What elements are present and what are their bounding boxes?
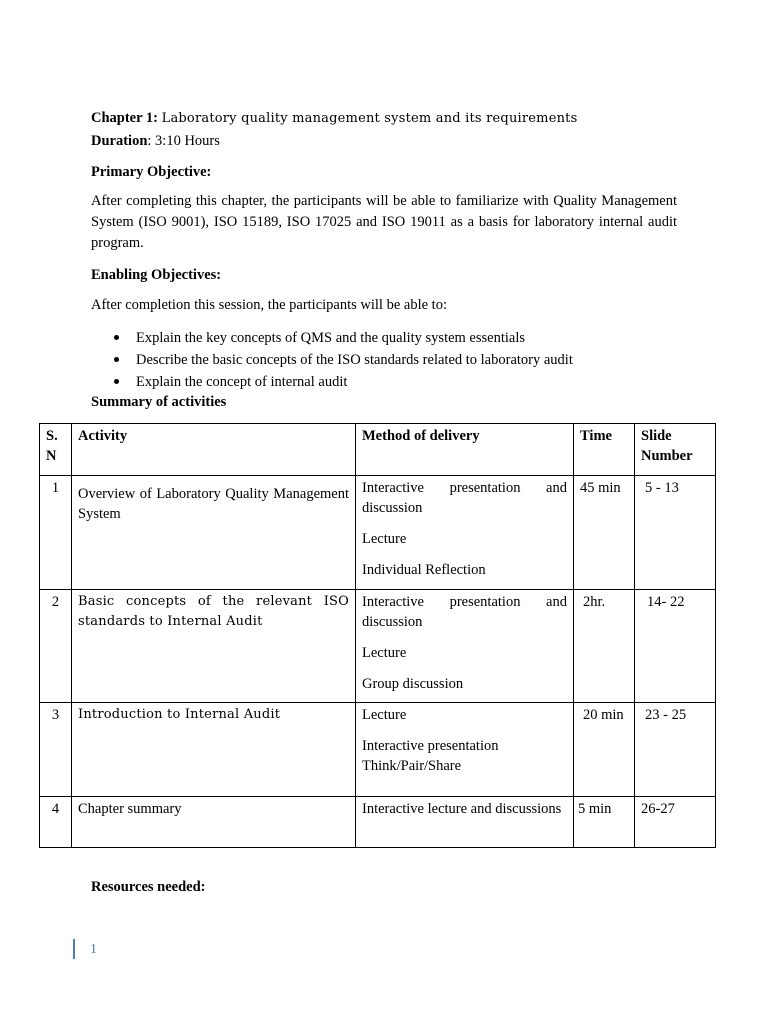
method-item: Lecture [362, 531, 407, 547]
enabling-objectives-heading: Enabling Objectives: [91, 267, 222, 283]
list-item: Explain the concept of internal audit [91, 371, 573, 393]
row-activity: Basic concepts of the relevant ISO standards to Internal Audit [72, 590, 356, 703]
row-slide: 23 - 25 [635, 703, 716, 797]
row-slide: 5 - 13 [635, 476, 716, 590]
page-number: 1 [90, 942, 97, 957]
enabling-objectives-intro: After completion this session, the participants will be able to: [91, 297, 447, 313]
list-item: Explain the key concepts of QMS and the quality system essentials [91, 327, 573, 349]
method-item: Interactive presentation and discussion [362, 480, 567, 516]
activities-table [39, 423, 716, 848]
primary-objective-heading: Primary Objective: [91, 164, 212, 180]
page-number-bar [73, 939, 75, 959]
row-methods [356, 797, 574, 848]
table-row [40, 797, 716, 848]
list-item: Describe the basic concepts of the ISO standards related to laboratory audit [91, 349, 573, 371]
row-methods [356, 703, 574, 797]
row-time: 20 min [574, 703, 635, 797]
row-activity: Chapter summary [72, 797, 356, 848]
method-item: Interactive presentation Think/Pair/Share [362, 738, 499, 774]
row-sn: 4 [40, 797, 72, 848]
table-header-row [40, 424, 716, 476]
header-sn: S. N [40, 424, 72, 476]
method-item: Interactive presentation and discussion [362, 594, 567, 630]
header-activity: Activity [72, 424, 356, 476]
table-row [40, 590, 716, 703]
method-item: Group discussion [362, 676, 464, 692]
method-item: Lecture [362, 707, 407, 723]
method-item: Lecture [362, 645, 407, 661]
duration-value: : 3:10 Hours [147, 133, 220, 149]
table-row [40, 476, 716, 590]
row-time: 5 min [574, 797, 635, 848]
header-slide: Slide Number [635, 424, 716, 476]
row-activity: Introduction to Internal Audit [72, 703, 356, 797]
row-slide: 14- 22 [635, 590, 716, 703]
row-activity: Overview of Laboratory Quality Management System [72, 476, 356, 590]
row-methods [356, 590, 574, 703]
row-time: 45 min [574, 476, 635, 590]
row-sn: 3 [40, 703, 72, 797]
enabling-objectives-list [91, 327, 573, 393]
row-sn: 2 [40, 590, 72, 703]
primary-objective-text: After completing this chapter, the participants will be able to familiarize with Quality Management System (ISO 9001), ISO 15189, ISO 17025 and ISO 19011 as a basis for laboratory internal audit program. [91, 193, 677, 251]
row-time: 2hr. [574, 590, 635, 703]
method-item: Interactive lecture and discussions [362, 801, 562, 817]
method-item: Individual Reflection [362, 562, 486, 578]
duration [91, 131, 220, 151]
header-time: Time [574, 424, 635, 476]
chapter-label: Chapter 1: [91, 110, 158, 126]
chapter-title: Laboratory quality management system and its requirements [161, 111, 578, 126]
duration-label: Duration [91, 133, 148, 149]
row-slide: 26-27 [635, 797, 716, 848]
row-methods [356, 476, 574, 590]
table-row [40, 703, 716, 797]
resources-heading: Resources needed: [91, 879, 206, 895]
row-sn: 1 [40, 476, 72, 590]
chapter-heading [91, 108, 577, 129]
summary-heading: Summary of activities [91, 394, 227, 410]
header-method: Method of delivery [356, 424, 574, 476]
